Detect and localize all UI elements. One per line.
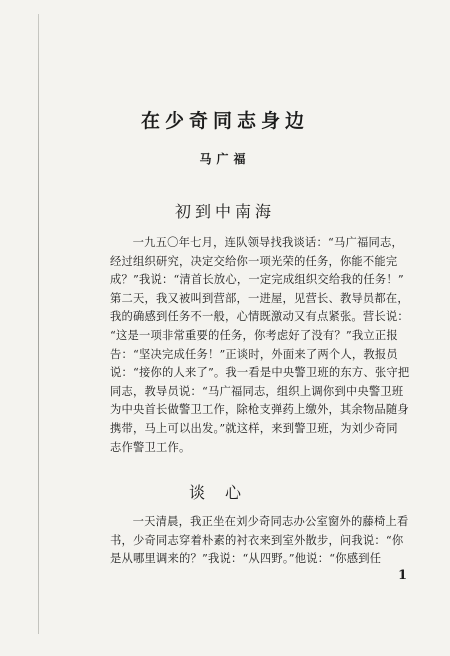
text-line: 一天清晨，我正坐在刘少奇同志办公室窗外的藤椅上看 — [132, 515, 409, 528]
text-line: 同志，教导员说：“马广福同志，组织上调你到中央警卫班 — [110, 384, 404, 398]
text-line: 成？”我说：“清首长放心，一定完成组织交给我的任务！” — [110, 273, 404, 287]
text-line: 经过组织研究，决定交给你一项光荣的任务，你能不能完 — [110, 254, 398, 268]
text-line: 我的确感到任务不一般，心情既激动又有点紧张。营长说： — [110, 310, 409, 324]
article-title: 在少奇同志身边 — [140, 110, 309, 132]
section-heading-heart-to-heart: 谈心 — [188, 483, 261, 502]
text-line: 是从哪里调来的？”我说：“从四野。”他说：“你感到任 — [110, 552, 382, 566]
text-line: 为中央首长做警卫工作，除枪支弹药上缴外，其余物品随身 — [110, 403, 409, 417]
page-number: 1 — [398, 568, 408, 583]
section-heading-arrival: 初到中南海 — [174, 202, 275, 221]
text-line: 第二天，我又被叫到营部，一进屋，见营长、教导员都在， — [110, 291, 409, 305]
section-body-arrival — [110, 234, 422, 457]
text-line: 告：“坚决完成任务！”正谈时，外面来了两个人，教报员 — [110, 347, 398, 361]
text-line: 一九五〇年七月，连队领导找我谈话：“马广福同志， — [132, 236, 403, 249]
article-author: 马广福 — [199, 152, 251, 166]
section-body-heart-to-heart — [110, 513, 422, 569]
text-line: 书，少奇同志穿着朴素的衬衣来到室外散步，问我说：“你 — [110, 533, 404, 547]
text-line: 说：“接你的人来了”。我一看是中央警卫班的东方、张守把 — [110, 366, 410, 380]
text-line: 志作警卫工作。 — [110, 440, 191, 454]
text-line: 携带，马上可以出发。”就这样，来到警卫班，为刘少奇同 — [110, 421, 398, 435]
text-line: “这是一项非常重要的任务，你考虑好了没有？”我立正报 — [110, 328, 398, 342]
